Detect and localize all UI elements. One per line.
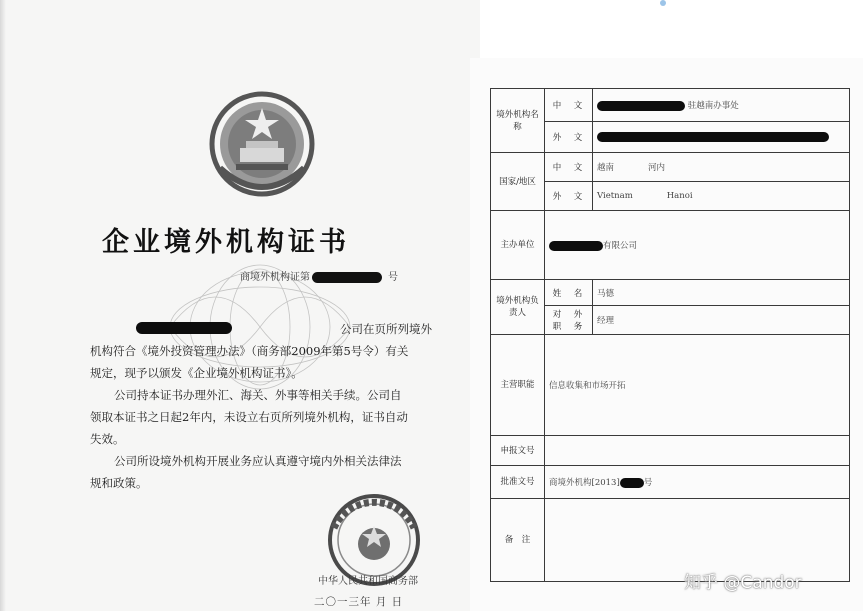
- paragraph-1-line-3: 规定，现予以颁发《企业境外机构证书》。: [90, 366, 303, 380]
- paragraph-3-line-1: 公司所设境外机构开展业务应认真遵守境内外相关法律法: [114, 454, 402, 468]
- name-chinese-value: [593, 89, 850, 122]
- redaction-mark: [620, 478, 644, 488]
- paragraph-2-line-1: 公司持本证书办理外汇、海关、外事等相关手续。公司自: [114, 388, 402, 402]
- name-chinese-label: 中 文: [545, 89, 593, 122]
- certificate-number-label: 商境外机构证第: [240, 272, 310, 283]
- name-foreign-value: [593, 122, 850, 153]
- external-title-label: 对 外职 务: [545, 306, 593, 335]
- company-name-redaction: [136, 322, 232, 334]
- main-function-value: 信息收集和市场开拓: [545, 335, 850, 436]
- country-foreign-value: [593, 182, 850, 211]
- paragraph-1-line-1: 公司在页所列境外: [340, 322, 432, 336]
- approval-number-label: 批准文号: [491, 466, 545, 499]
- main-function-label: 主营职能: [491, 335, 545, 436]
- external-title-value: 经理: [593, 306, 850, 335]
- person-name-label: 姓 名: [545, 280, 593, 306]
- certificate-title: 企业境外机构证书: [102, 227, 350, 258]
- report-number-label: 申报文号: [491, 436, 545, 466]
- country-foreign-label: 外 文: [545, 182, 593, 211]
- remarks-label: 备 注: [491, 499, 545, 582]
- responsible-person-label: 境外机构负责人: [491, 280, 545, 335]
- redaction-mark: [549, 241, 603, 251]
- paragraph-1-line-2: 机构符合《境外投资管理办法》（商务部2009年第5号令）有关: [90, 344, 409, 358]
- paragraph-2-line-2: 领取本证书之日起2年内，未设立右页所列境外机构，证书自动: [90, 410, 408, 424]
- issue-date: 二〇一三年 月 日: [314, 596, 404, 608]
- paragraph-2-line-3: 失效。: [90, 432, 125, 446]
- certificate-number: [240, 268, 398, 283]
- approval-number-text: 商境外机构[2013]: [549, 478, 620, 488]
- name-chinese-text: 驻越南办事处: [687, 101, 739, 111]
- sponsor-value: [545, 211, 850, 280]
- country-en-text: Vietnam: [597, 191, 633, 201]
- paragraph-3-line-2: 规和政策。: [90, 476, 148, 490]
- source-watermark: 知乎 @Candor: [684, 573, 802, 593]
- certificate-number-suffix: 号: [388, 272, 398, 283]
- city-cn-text: 河内: [648, 163, 666, 173]
- country-region-label: 国家/地区: [491, 153, 545, 211]
- report-number-value: [545, 436, 850, 466]
- name-foreign-label: 外 文: [545, 122, 593, 153]
- sponsor-label: 主办单位: [491, 211, 545, 280]
- redaction-mark: [312, 272, 382, 283]
- country-chinese-label: 中 文: [545, 153, 593, 182]
- approval-number-value: [545, 466, 850, 499]
- national-emblem-icon: [204, 86, 320, 202]
- institution-details-table: [490, 88, 850, 582]
- scan-artifact-dot: [660, 0, 666, 6]
- institution-name-label: 境外机构名 称: [491, 89, 545, 153]
- sponsor-text: 有限公司: [603, 241, 638, 251]
- country-cn-text: 越南: [597, 163, 615, 173]
- city-en-text: Hanoi: [666, 191, 693, 201]
- redaction-mark: [597, 101, 685, 111]
- redaction-mark: [597, 132, 829, 142]
- issuing-authority: 中华人民共和国商务部: [318, 576, 418, 587]
- person-name-value: 马德: [593, 280, 850, 306]
- country-chinese-value: [593, 153, 850, 182]
- approval-number-suffix: 号: [643, 478, 653, 488]
